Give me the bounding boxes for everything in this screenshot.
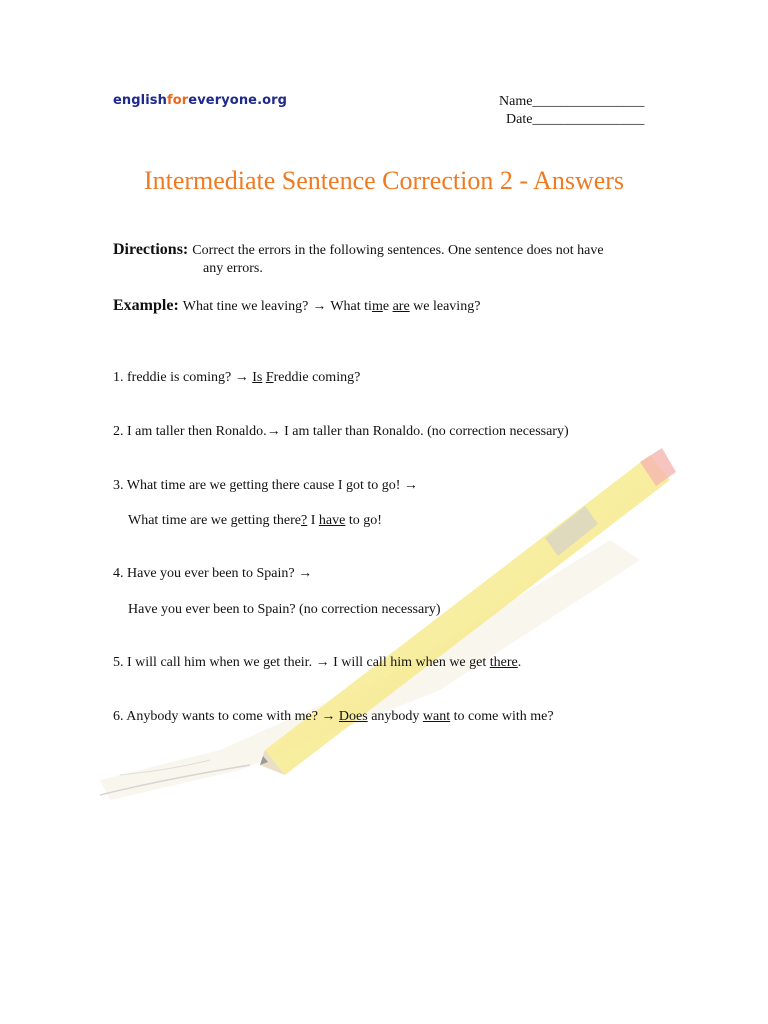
logo-text-everyone: everyone.org [188, 93, 288, 108]
list-item [113, 709, 554, 725]
item-question: 3. What time are we getting there cause I got to go! [113, 478, 401, 493]
item-question: 5. I will call him when we get their. [113, 655, 313, 670]
arrow-icon: → [315, 655, 330, 670]
list-item [113, 424, 569, 440]
example-answer: What time are we leaving? [330, 299, 481, 314]
item-question: 6. Anybody wants to come with me? [113, 709, 318, 724]
item-question: 2. I am taller then Ronaldo. [113, 424, 267, 439]
item-answer: Does anybody want to come with me? [338, 709, 554, 724]
arrow-icon: → [266, 424, 281, 439]
item-answer: Have you ever been to Spain? (no correction necessary) [128, 602, 441, 617]
directions-block [113, 241, 604, 259]
arrow-icon: → [321, 709, 336, 724]
item-answer: What time are we getting there? I have to go! [128, 513, 382, 528]
name-field-label: Name________________ [499, 94, 645, 109]
arrow-icon: → [298, 566, 313, 581]
arrow-icon: → [234, 370, 249, 385]
item-question: 4. Have you ever been to Spain? [113, 566, 295, 581]
item-answer: Is Freddie coming? [252, 370, 361, 385]
example-block [113, 297, 480, 315]
logo-text-for: for [166, 93, 189, 108]
item-answer: I am taller than Ronaldo. (no correction necessary) [280, 424, 569, 439]
list-item [113, 655, 521, 671]
directions-text-line2: any errors. [203, 261, 263, 276]
directions-label: Directions: [113, 241, 189, 258]
site-logo [113, 93, 287, 108]
list-item [113, 478, 418, 494]
logo-text-english: english [113, 93, 167, 108]
list-item [113, 566, 312, 582]
directions-text-line1: Correct the errors in the following sentences. One sentence does not have [192, 243, 604, 258]
example-label: Example: [113, 297, 179, 314]
list-item [113, 370, 360, 386]
item-question: 1. freddie is coming? [113, 370, 232, 385]
date-field-label: Date________________ [506, 112, 645, 127]
arrow-icon: → [403, 478, 418, 493]
page-title: Intermediate Sentence Correction 2 - Answers [143, 166, 625, 195]
example-question: What tine we leaving? [182, 299, 309, 314]
arrow-icon: → [312, 299, 327, 314]
item-answer: I will call him when we get there. [329, 655, 522, 670]
